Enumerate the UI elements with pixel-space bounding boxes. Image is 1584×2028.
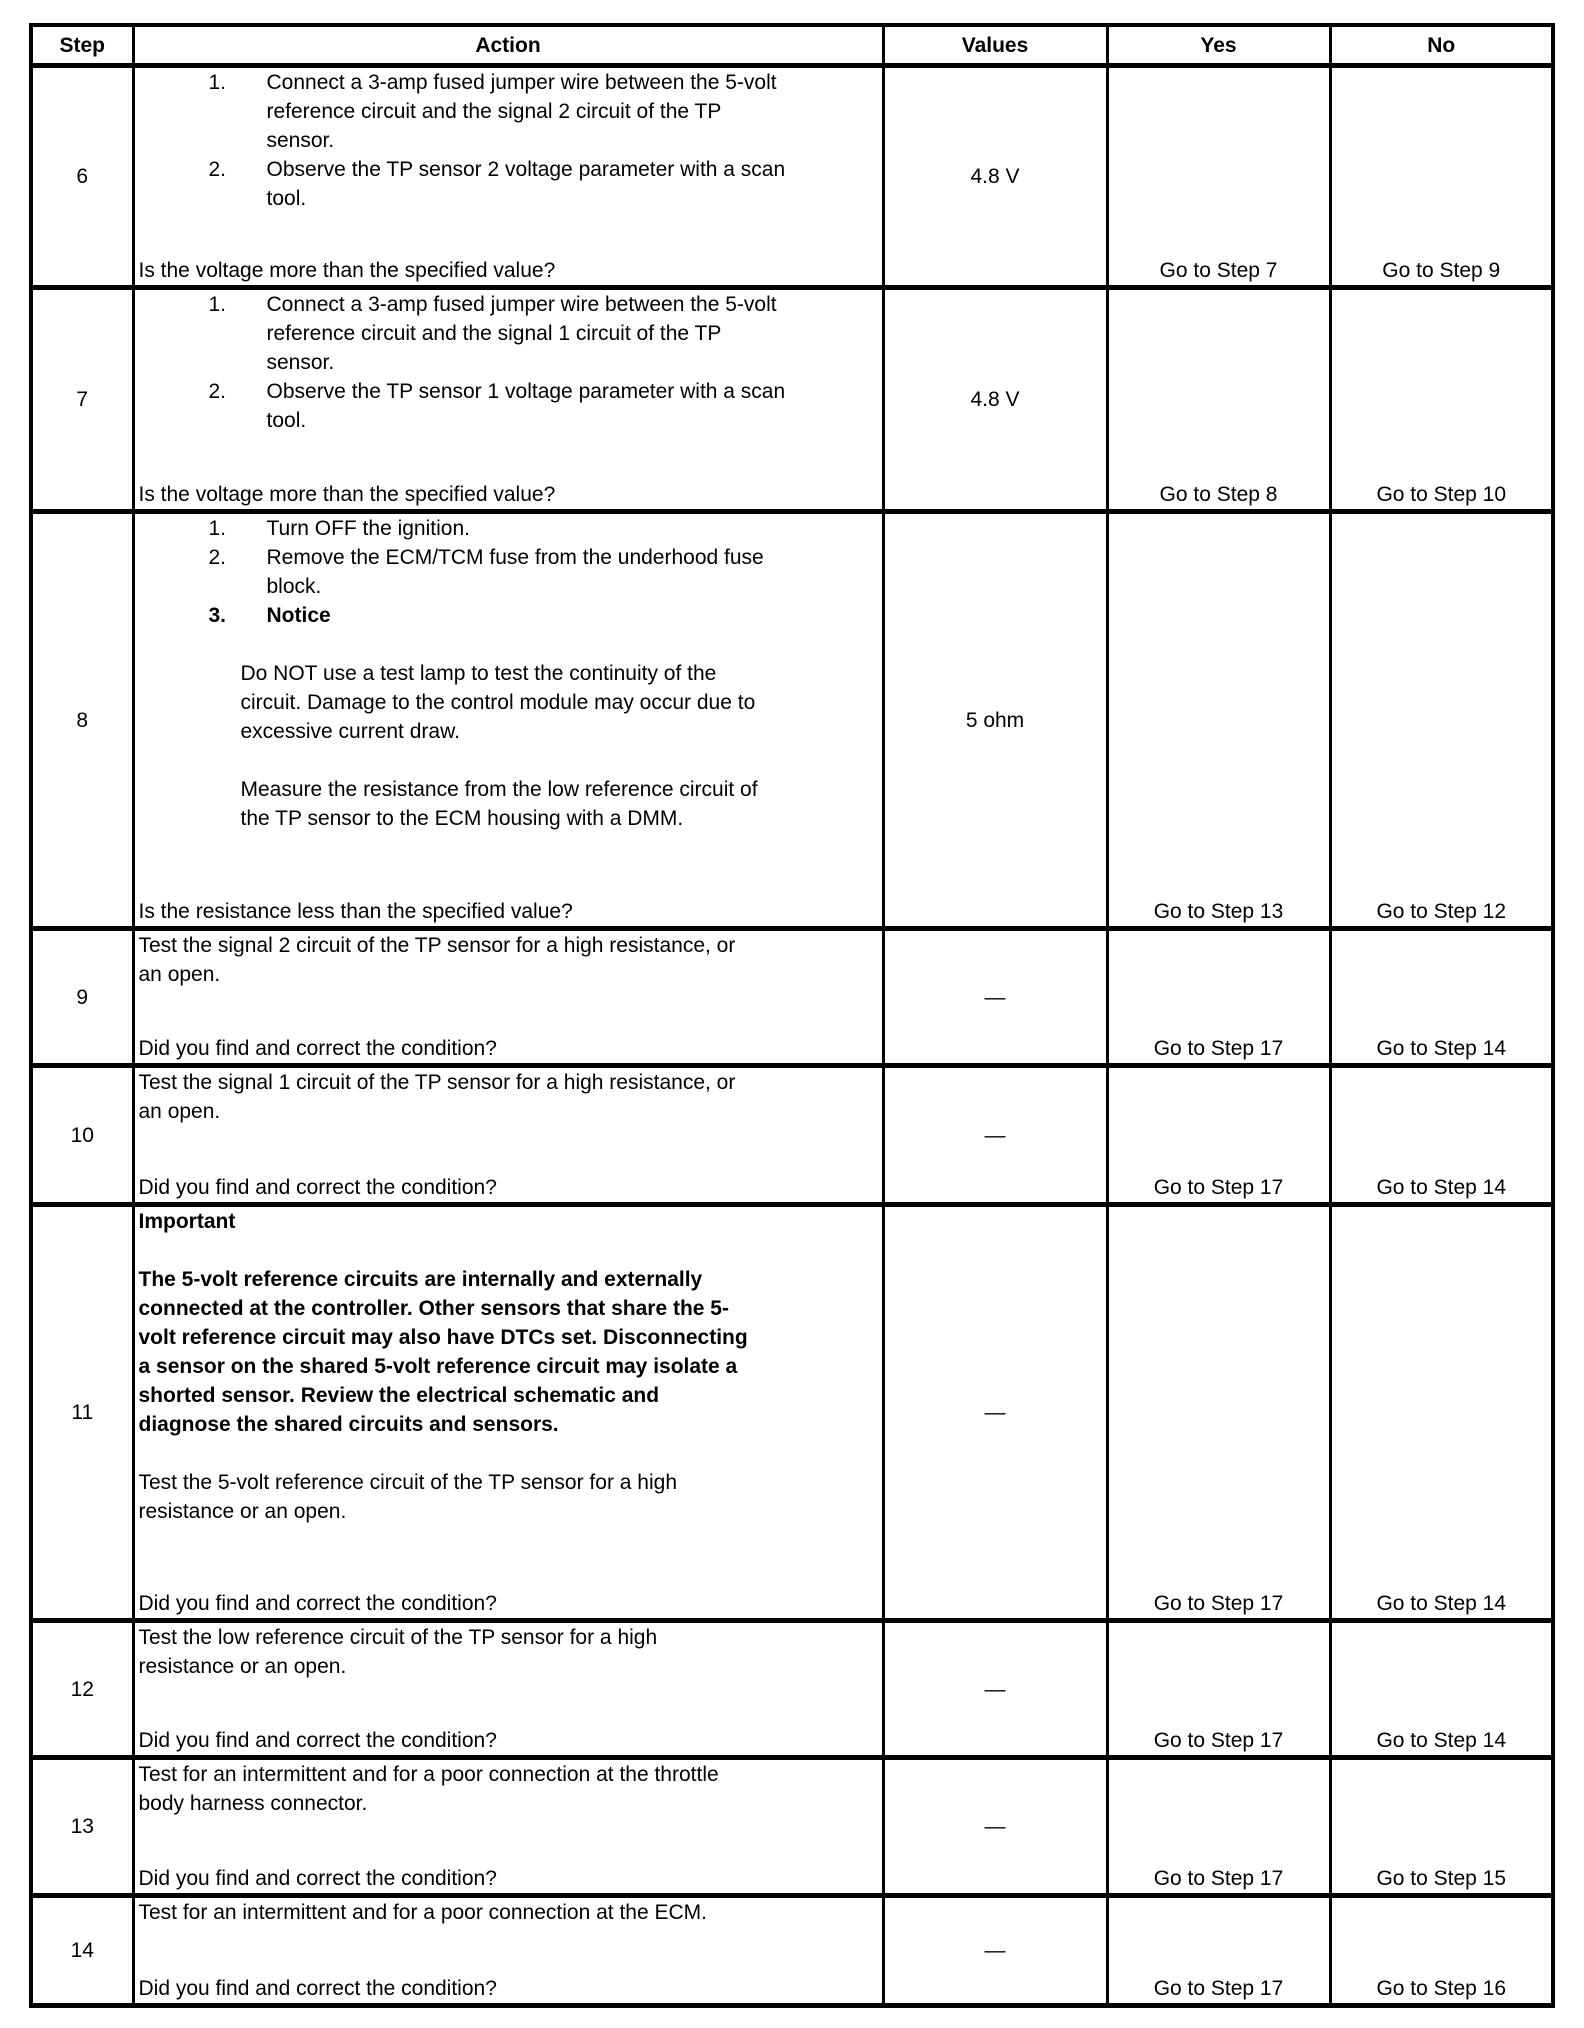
important-text <box>139 1265 878 1439</box>
no-result: Go to Step 14 <box>1330 1066 1553 1205</box>
step-number: 10 <box>31 1066 133 1205</box>
list-number-text: 1. <box>208 293 227 316</box>
list-item <box>139 543 878 601</box>
action-instructions <box>139 514 878 833</box>
yes-result: Go to Step 17 <box>1107 1205 1330 1621</box>
yes-result: Go to Step 17 <box>1107 1621 1330 1758</box>
value-cell: 5 ohm <box>883 512 1107 929</box>
list-item <box>139 68 878 155</box>
list-number <box>139 514 239 543</box>
table-row <box>31 66 1553 288</box>
paragraph <box>139 931 878 989</box>
text-line: circuit. Damage to the control module may occur due to <box>240 691 756 714</box>
action-instructions <box>139 1760 878 1818</box>
paragraph <box>139 1760 878 1818</box>
text-line: Test for an intermittent and for a poor connection at the ECM. <box>138 1901 707 1924</box>
paragraph <box>139 1068 878 1126</box>
step-number: 14 <box>31 1896 133 2006</box>
list-text <box>239 68 777 155</box>
list-item <box>139 290 878 377</box>
list-text <box>239 514 470 543</box>
value-cell: — <box>883 929 1107 1066</box>
list-number-text: 2. <box>208 158 227 181</box>
text-line: Important <box>138 1210 236 1233</box>
list-number-text: 3. <box>208 604 227 627</box>
yes-result: Go to Step 8 <box>1107 288 1330 512</box>
yes-result: Go to Step 13 <box>1107 512 1330 929</box>
action-instructions <box>139 1898 878 1927</box>
text-line: sensor. <box>266 351 335 374</box>
text-line: sensor. <box>266 129 335 152</box>
text-line: Turn OFF the ignition. <box>266 517 470 540</box>
action-content <box>139 68 878 285</box>
text-line: body harness connector. <box>138 1792 368 1815</box>
list-number <box>139 377 239 435</box>
action-cell <box>133 1205 883 1621</box>
table-row <box>31 929 1553 1066</box>
text-line: resistance or an open. <box>138 1500 347 1523</box>
paragraph <box>139 1898 878 1927</box>
paragraph <box>139 1468 878 1526</box>
list-number <box>139 68 239 155</box>
text-line: Connect a 3-amp fused jumper wire between the 5-volt <box>266 71 777 94</box>
list-number-text: 2. <box>208 380 227 403</box>
step-number: 6 <box>31 66 133 288</box>
question-text: Is the voltage more than the specified value? <box>138 259 556 282</box>
action-instructions <box>139 931 878 989</box>
text-line: reference circuit and the signal 2 circuit of the TP <box>266 100 722 123</box>
value-cell: — <box>883 1205 1107 1621</box>
action-content <box>139 514 878 926</box>
no-result: Go to Step 10 <box>1330 288 1553 512</box>
value-cell: — <box>883 1896 1107 2006</box>
important-text <box>139 1207 878 1236</box>
list-item <box>139 514 878 543</box>
list-text <box>239 290 777 377</box>
paragraph <box>139 1623 878 1681</box>
text-line: connected at the controller. Other sensors that share the 5- <box>138 1297 729 1320</box>
text-line: resistance or an open. <box>138 1655 347 1678</box>
text-line: shorted sensor. Review the electrical schematic and <box>138 1384 660 1407</box>
paragraph <box>139 659 878 746</box>
list-text <box>239 601 331 630</box>
list-number-text: 1. <box>208 517 227 540</box>
table-row <box>31 1205 1553 1621</box>
value-cell: 4.8 V <box>883 288 1107 512</box>
list-number <box>139 290 239 377</box>
text-line: Test the signal 2 circuit of the TP sensor for a high resistance, or <box>138 934 736 957</box>
header-action: Action <box>133 25 883 66</box>
no-result: Go to Step 15 <box>1330 1758 1553 1896</box>
value-cell: — <box>883 1758 1107 1896</box>
step-number: 9 <box>31 929 133 1066</box>
question-text: Did you find and correct the condition? <box>138 1867 497 1890</box>
table-row <box>31 288 1553 512</box>
no-result: Go to Step 16 <box>1330 1896 1553 2006</box>
list-number <box>139 543 239 601</box>
no-result: Go to Step 12 <box>1330 512 1553 929</box>
no-result: Go to Step 14 <box>1330 1205 1553 1621</box>
question-text: Is the resistance less than the specified value? <box>138 900 573 923</box>
text-line: excessive current draw. <box>240 720 460 743</box>
list-number-text: 1. <box>208 71 227 94</box>
yes-result: Go to Step 7 <box>1107 66 1330 288</box>
question-text: Did you find and correct the condition? <box>138 1592 497 1615</box>
action-cell <box>133 1621 883 1758</box>
value-cell: — <box>883 1066 1107 1205</box>
text-line: Observe the TP sensor 1 voltage parameter with a scan <box>266 380 786 403</box>
table-row <box>31 1066 1553 1205</box>
action-cell <box>133 1896 883 2006</box>
no-result: Go to Step 14 <box>1330 1621 1553 1758</box>
header-values: Values <box>883 25 1107 66</box>
spacer <box>139 1236 878 1265</box>
action-cell <box>133 512 883 929</box>
action-instructions <box>139 1623 878 1681</box>
text-line: a sensor on the shared 5-volt reference circuit may isolate a <box>138 1355 738 1378</box>
list-text <box>239 543 764 601</box>
action-cell <box>133 66 883 288</box>
text-line: reference circuit and the signal 1 circuit of the TP <box>266 322 722 345</box>
text-line: an open. <box>138 1100 221 1123</box>
header-no: No <box>1330 25 1553 66</box>
table-body <box>31 66 1553 2006</box>
action-content <box>139 1207 878 1618</box>
step-number: 11 <box>31 1205 133 1621</box>
value-cell: — <box>883 1621 1107 1758</box>
spacer <box>139 1439 878 1468</box>
no-result: Go to Step 9 <box>1330 66 1553 288</box>
text-line: Measure the resistance from the low reference circuit of <box>240 778 758 801</box>
table-row <box>31 1758 1553 1896</box>
step-number: 8 <box>31 512 133 929</box>
text-line: Remove the ECM/TCM fuse from the underhood fuse <box>266 546 764 569</box>
table-row <box>31 1621 1553 1758</box>
header-yes: Yes <box>1107 25 1330 66</box>
action-instructions <box>139 1207 878 1526</box>
list-text <box>239 155 786 213</box>
action-cell <box>133 1066 883 1205</box>
list-item <box>139 601 878 630</box>
question-text: Did you find and correct the condition? <box>138 1037 497 1060</box>
text-line: Notice <box>266 604 331 627</box>
action-instructions <box>139 68 878 213</box>
list-number-text: 2. <box>208 546 227 569</box>
text-line: tool. <box>266 409 307 432</box>
action-cell <box>133 1758 883 1896</box>
text-line: Test the signal 1 circuit of the TP sensor for a high resistance, or <box>138 1071 736 1094</box>
action-content <box>139 931 878 1063</box>
text-line: an open. <box>138 963 221 986</box>
action-instructions <box>139 1068 878 1126</box>
text-line: Test for an intermittent and for a poor connection at the throttle <box>138 1763 719 1786</box>
table-row <box>31 1896 1553 2006</box>
table-row <box>31 512 1553 929</box>
step-number: 13 <box>31 1758 133 1896</box>
text-line: Connect a 3-amp fused jumper wire between the 5-volt <box>266 293 777 316</box>
action-instructions <box>139 290 878 435</box>
action-content <box>139 1898 878 2003</box>
diagnostic-table <box>29 23 1555 2008</box>
value-cell: 4.8 V <box>883 66 1107 288</box>
list-text <box>239 377 786 435</box>
question-text: Did you find and correct the condition? <box>138 1977 497 2000</box>
action-content <box>139 1760 878 1893</box>
action-cell <box>133 929 883 1066</box>
action-content <box>139 290 878 509</box>
text-line: The 5-volt reference circuits are internally and externally <box>138 1268 703 1291</box>
text-line: the TP sensor to the ECM housing with a DMM. <box>240 807 684 830</box>
text-line: tool. <box>266 187 307 210</box>
header-step: Step <box>31 25 133 66</box>
step-number: 12 <box>31 1621 133 1758</box>
list-item <box>139 377 878 435</box>
text-line: block. <box>266 575 322 598</box>
list-number <box>139 601 239 630</box>
paragraph <box>139 775 878 833</box>
yes-result: Go to Step 17 <box>1107 929 1330 1066</box>
header-row <box>31 25 1553 66</box>
spacer <box>139 630 878 659</box>
text-line: Observe the TP sensor 2 voltage parameter with a scan <box>266 158 786 181</box>
list-number <box>139 155 239 213</box>
text-line: Test the 5-volt reference circuit of the TP sensor for a high <box>138 1471 677 1494</box>
action-cell <box>133 288 883 512</box>
question-text: Is the voltage more than the specified value? <box>138 483 556 506</box>
text-line: Test the low reference circuit of the TP sensor for a high <box>138 1626 658 1649</box>
action-content <box>139 1068 878 1202</box>
text-line: Do NOT use a test lamp to test the continuity of the <box>240 662 717 685</box>
text-line: volt reference circuit may also have DTCs set. Disconnecting <box>138 1326 748 1349</box>
yes-result: Go to Step 17 <box>1107 1896 1330 2006</box>
list-item <box>139 155 878 213</box>
action-content <box>139 1623 878 1755</box>
question-text: Did you find and correct the condition? <box>138 1176 497 1199</box>
yes-result: Go to Step 17 <box>1107 1066 1330 1205</box>
step-number: 7 <box>31 288 133 512</box>
spacer <box>139 746 878 775</box>
text-line: diagnose the shared circuits and sensors. <box>138 1413 559 1436</box>
no-result: Go to Step 14 <box>1330 929 1553 1066</box>
question-text: Did you find and correct the condition? <box>138 1729 497 1752</box>
yes-result: Go to Step 17 <box>1107 1758 1330 1896</box>
